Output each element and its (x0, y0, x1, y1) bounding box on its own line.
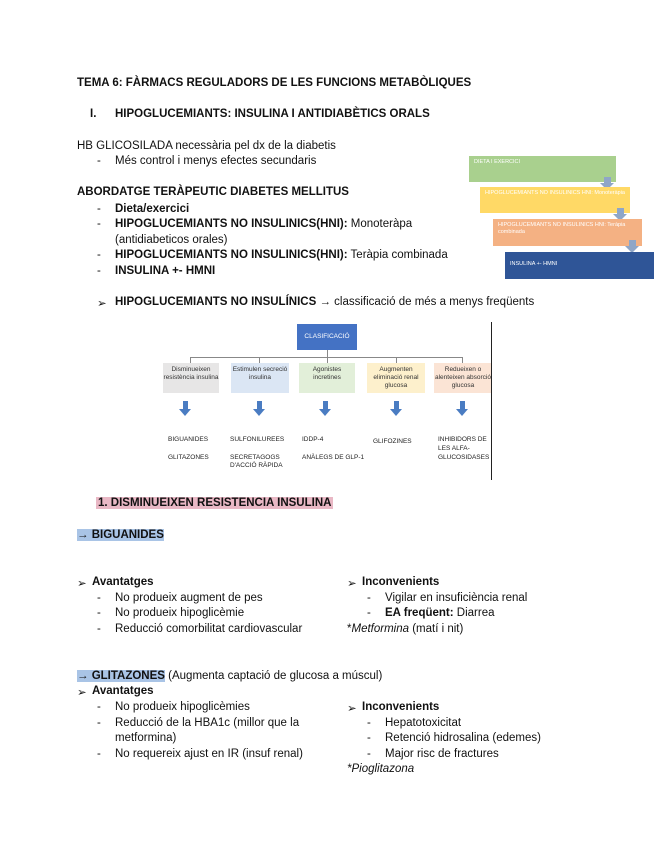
abordatge-title: ABORDATGE TERÀPEUTIC DIABETES MELLITUS (77, 186, 349, 198)
glitazones-avantatge-cont: metformina) (115, 732, 177, 744)
glitazones-inconv-title: Inconvenients (362, 701, 440, 713)
classification-box: Estimulen secreció insulina (231, 363, 289, 393)
biguanides-heading: → BIGUANIDES (77, 529, 164, 541)
page-title: TEMA 6: FÀRMACS REGULADORS DE LES FUNCIONS METABÒLIQUES (77, 77, 472, 89)
arrow-bullet: ➢ (77, 687, 87, 699)
bullet-dash: - (97, 607, 101, 619)
bullet-dash: - (97, 701, 101, 713)
section-1-heading: 1. DISMINUEIXEN RESISTENCIA INSULINA (98, 497, 332, 509)
bullet-dash: - (367, 592, 371, 604)
abordatge-item: HIPOGLUCEMIANTS NO INSULINICS(HNI): Monoteràpa (115, 218, 413, 230)
glitazones-inconv: Hepatotoxicitat (385, 717, 462, 729)
arrow-bullet: ➢ (347, 703, 357, 715)
bullet-dash: - (367, 732, 371, 744)
drug-group: INHIBIDORS DE LES ALFA-GLUCOSIDASES (438, 436, 490, 461)
down-arrow-icon (180, 401, 190, 416)
hb-bullet-dash: - (97, 155, 101, 167)
staircase-step: HIPOGLUCEMIANTS NO INSULINICS HNI: Teràpia combinada (493, 219, 642, 246)
glitazones-avantatge: No produeix hipoglicèmies (115, 701, 250, 713)
bullet-dash: - (367, 607, 371, 619)
bullet-dash: - (97, 623, 101, 635)
biguanides-inconv: EA freqüent: Diarrea (385, 607, 495, 619)
glitazones-inconv: Retenció hidrosalina (edemes) (385, 732, 541, 744)
glitazones-avantatges-title: Avantatges (92, 685, 154, 697)
abordatge-item: INSULINA +- HMNI (115, 265, 216, 277)
biguanides-avantatge: Reducció comorbilitat cardiovascular (115, 623, 303, 635)
classification-box: Redueixen o alenteixen absorció glucosa (434, 363, 492, 393)
hb-bullet: Més control i menys efectes secundaris (115, 155, 317, 167)
section-title: HIPOGLUCEMIANTS: INSULINA I ANTIDIABÈTICS ORALS (115, 108, 430, 120)
bullet-dash: - (97, 592, 101, 604)
drug-group: IDDP-4 ANÀLEGS DE GLP-1 (302, 436, 365, 461)
classification-box: Agonistes incretines (299, 363, 355, 393)
glitazones-note: *Pioglitazona (347, 763, 415, 775)
arrow-bullet: ➢ (77, 578, 87, 590)
arrow-bullet: ➢ (347, 578, 357, 590)
bullet-dash: - (97, 249, 101, 261)
bullet-dash: - (97, 748, 101, 760)
section-number: I. (90, 108, 97, 120)
biguanides-avantatges-title: Avantatges (92, 576, 154, 588)
biguanides-avantatge: No produeix augment de pes (115, 592, 263, 604)
classification-box: Disminueixen resistència insulina (163, 363, 219, 393)
down-arrow-icon (320, 401, 330, 416)
biguanides-inconv-title: Inconvenients (362, 576, 440, 588)
biguanides-note: *Metformina (matí i nit) (347, 623, 464, 635)
staircase-step: INSULINA +- HMNI (505, 252, 654, 279)
glitazones-avantatge: No requereix ajust en IR (insuf renal) (115, 748, 303, 760)
biguanides-inconv: Vigilar en insuficiència renal (385, 592, 528, 604)
biguanides-avantatge: No produeix hipoglicèmie (115, 607, 245, 619)
drug-group: GLIFOZINES (373, 438, 412, 445)
glitazones-inconv: Major risc de fractures (385, 748, 499, 760)
abordatge-item: Dieta/exercici (115, 203, 190, 215)
connector (190, 357, 462, 358)
bullet-dash: - (367, 717, 371, 729)
staircase-step: HIPOGLUCEMIANTS NO INSULINICS HNI: Monoteràpia (480, 187, 630, 213)
down-arrow-icon (457, 401, 467, 416)
bullet-dash: - (97, 218, 101, 230)
down-arrow-icon (391, 401, 401, 416)
glitazones-avantatge: Reducció de la HBA1c (millor que la (115, 717, 300, 729)
bullet-dash: - (97, 717, 101, 729)
classification-box: Augmenten eliminació renal glucosa (367, 363, 425, 393)
bullet-dash: - (97, 203, 101, 215)
staircase-step: DIETA I EXERCICI (469, 156, 616, 182)
abordatge-item: HIPOGLUCEMIANTS NO INSULINICS(HNI): Teràpia combinada (115, 249, 448, 261)
classification-root: CLASIFICACIÓ (297, 324, 357, 350)
bullet-dash: - (367, 748, 371, 760)
down-arrow-icon (254, 401, 264, 416)
drug-group: SULFONILUREES SECRETAGOGS D'ACCIÓ RÀPIDA (230, 436, 285, 470)
connector (327, 350, 328, 357)
glitazones-heading: → GLITAZONES (Augmenta captació de glucosa a múscul) (77, 670, 383, 682)
hni-line: HIPOGLUCEMIANTS NO INSULÍNICS → classificació de més a menys freqüents (115, 296, 535, 308)
abordatge-item-cont: (antidiabeticos orales) (115, 234, 228, 246)
bullet-dash: - (97, 265, 101, 277)
drug-group: BIGUANIDES GLITAZONES (168, 436, 209, 461)
arrow-bullet: ➢ (97, 298, 107, 310)
diagram-border (491, 322, 492, 480)
hb-line: HB GLICOSILADA necessària pel dx de la diabetis (77, 140, 336, 152)
